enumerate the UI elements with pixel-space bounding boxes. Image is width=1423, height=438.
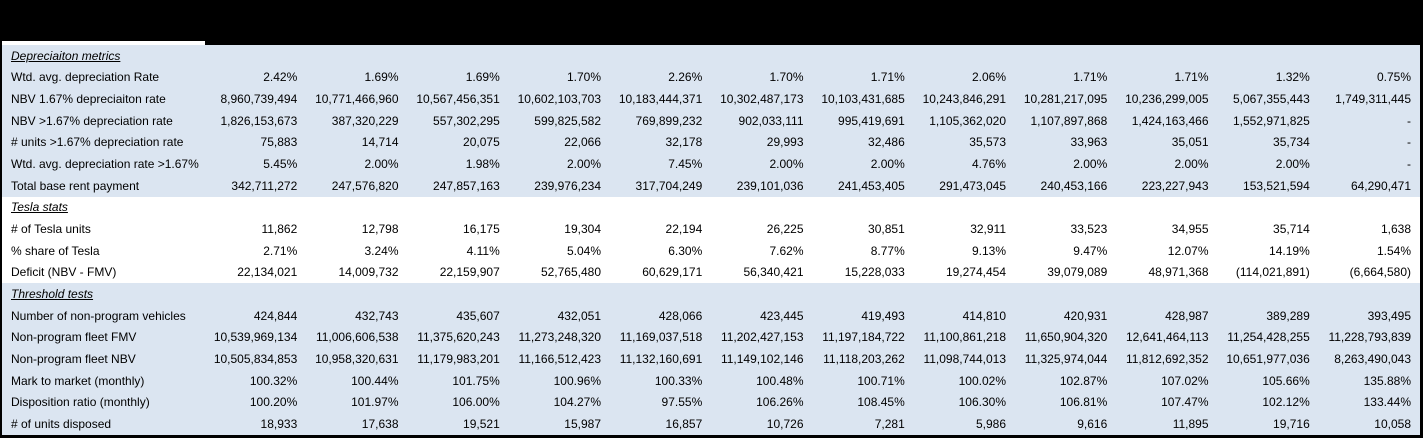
cell-value: 2.00% [566,157,601,172]
cell-value: 12,798 [361,222,399,237]
section-title: Tesla stats [11,200,68,215]
cell-value: 106.00% [452,395,500,410]
cell-value: 32,911 [970,222,1006,237]
cell-value: 2.00% [364,157,399,172]
cell-value: 5.45% [263,157,298,172]
cell-value: 1.71% [870,70,905,85]
row-label: # of Tesla units [11,222,91,237]
cell-value: 105.66% [1262,373,1310,388]
table-row [2,370,1420,392]
cell-value: 100.96% [553,373,601,388]
cell-value: 9.47% [1073,243,1108,258]
table-row [2,305,1420,327]
table-row [2,392,1420,414]
cell-value: 60,629,171 [642,265,703,280]
section-header-row [2,283,1420,305]
cell-value: 11,895 [1172,416,1209,431]
cell-value: 9,616 [1077,416,1108,431]
cell-value: 33,523 [1070,222,1108,237]
cell-value: 2.26% [668,70,703,85]
cell-value: 11,812,692,352 [1125,352,1209,367]
cell-value: 9.13% [971,243,1006,258]
cell-value: 106.26% [756,395,804,410]
section-title: Depreciaiton metrics [11,48,121,63]
cell-value: 100.48% [756,373,804,388]
cell-value: 35,714 [1273,222,1310,237]
cell-value: 11,166,512,423 [518,352,601,367]
cell-value: 22,066 [564,135,601,150]
cell-value: 101.97% [351,395,399,410]
cell-value: 48,971,368 [1148,265,1209,280]
table-row [2,413,1420,435]
cell-value: 5,067,355,443 [1233,92,1310,107]
cell-value: 35,051 [1171,135,1209,150]
cell-value: 387,320,229 [331,113,399,128]
cell-value: 100.71% [857,373,905,388]
cell-value: 19,521 [463,416,500,431]
cell-value: 10,726 [766,416,804,431]
cell-value: 5,986 [975,416,1006,431]
cell-value: 11,325,974,044 [1024,352,1108,367]
cell-value: 11,100,861,218 [923,330,1006,345]
table-row [2,67,1420,89]
cell-value: 1.32% [1275,70,1310,85]
cell-value: 247,576,820 [331,178,399,193]
cell-value: 14,714 [361,135,399,150]
cell-value: 100.32% [249,373,298,388]
cell-value: 107.02% [1161,373,1209,388]
section-header-row [2,45,1420,67]
cell-value: 4.11% [466,243,500,258]
cell-value: 11,098,744,013 [923,352,1006,367]
cell-value: 14,009,732 [338,265,399,280]
cell-value: 22,159,907 [439,265,500,280]
cell-value: 17,638 [361,416,399,431]
metrics-table [2,45,1420,435]
row-label: NBV 1.67% depreciaiton rate [11,92,166,107]
cell-value: 16,857 [665,416,703,431]
cell-value: 11,118,203,262 [823,352,905,367]
cell-value: 1.71% [1174,70,1209,85]
row-label: Deficit (NBV - FMV) [11,265,117,280]
cell-value: 39,079,089 [1047,265,1108,280]
cell-value: 1.98% [465,157,500,172]
cell-value: 11,149,102,146 [720,352,804,367]
cell-value: 104.27% [553,395,601,410]
cell-value: 15,228,033 [844,265,905,280]
section [2,45,1420,197]
cell-value: 10,281,217,095 [1023,92,1108,107]
cell-value: 1,826,153,673 [220,113,298,128]
cell-value: 223,227,943 [1141,178,1209,193]
cell-value: 11,862 [261,222,298,237]
row-label: # of units disposed [11,416,112,431]
table-row [2,348,1420,370]
cell-value: 8,960,739,494 [220,92,298,107]
cell-value: 5.04% [566,243,601,258]
cell-value: 11,650,904,320 [1024,330,1108,345]
cell-value: 1,638 [1380,222,1411,237]
cell-value: 18,933 [260,416,298,431]
cell-value: 4.76% [971,157,1006,172]
cell-value: 432,051 [557,308,601,323]
cell-value: 435,607 [456,308,500,323]
cell-value: 35,734 [1273,135,1310,150]
cell-value: 6.30% [668,243,703,258]
table-row [2,262,1420,284]
cell-value: 1.54% [1376,243,1411,258]
cell-value: 11,228,793,839 [1328,330,1411,345]
cell-value: 342,711,272 [231,178,298,193]
cell-value: 11,254,428,255 [1227,330,1310,345]
cell-value: 2.00% [870,157,905,172]
cell-value: 102.87% [1059,373,1108,388]
header-band [2,0,1420,45]
cell-value: 11,375,620,243 [417,330,500,345]
cell-value: 101.75% [452,373,500,388]
cell-value: 317,704,249 [635,178,703,193]
cell-value: 599,825,582 [534,113,601,128]
cell-value: 14.19% [1269,243,1310,258]
cell-value: 100.20% [249,395,298,410]
cell-value: 64,290,471 [1350,178,1411,193]
cell-value: 10,103,431,685 [821,92,905,107]
cell-value: 1,749,311,445 [1335,92,1411,107]
cell-value: 106.30% [958,395,1006,410]
cell-value: 22,194 [665,222,703,237]
cell-value: 108.45% [857,395,905,410]
cell-value: 247,857,163 [433,178,500,193]
cell-value: 12,641,464,113 [1125,330,1209,345]
cell-value: 11,006,606,538 [315,330,399,345]
cell-value: 35,573 [969,135,1006,150]
cell-value: 1.71% [1073,70,1108,85]
row-label: Wtd. avg. depreciation Rate [11,70,160,85]
cell-value: 419,493 [861,308,905,323]
cell-value: - [1407,135,1411,150]
cell-value: 19,716 [1273,416,1310,431]
cell-value: 2.42% [263,70,298,85]
cell-value: 52,765,480 [540,265,601,280]
cell-value: 3.24% [364,243,399,258]
cell-value: 0.75% [1376,70,1411,85]
cell-value: 241,453,405 [838,178,905,193]
cell-value: 22,134,021 [237,265,298,280]
cell-value: 32,178 [665,135,703,150]
cell-value: 10,243,846,291 [922,92,1006,107]
cell-value: 428,987 [1165,308,1209,323]
cell-value: 10,651,977,036 [1226,352,1310,367]
cell-value: 1.70% [769,70,804,85]
cell-value: (114,021,891) [1235,265,1310,280]
cell-value: 2.06% [971,70,1006,85]
table-row [2,132,1420,154]
table-row [2,240,1420,262]
cell-value: 56,340,421 [743,265,804,280]
cell-value: 10,505,834,853 [213,352,298,367]
cell-value: 10,602,103,703 [517,92,601,107]
cell-value: 11,179,983,201 [417,352,500,367]
cell-value: 420,931 [1063,308,1108,323]
cell-value: 902,033,111 [738,113,804,128]
section-title: Threshold tests [11,287,94,302]
row-label: # units >1.67% depreciation rate [11,135,184,150]
cell-value: 10,183,444,371 [618,92,703,107]
table-row [2,153,1420,175]
cell-value: - [1407,157,1411,172]
cell-value: 239,976,234 [534,178,601,193]
cell-value: 2.71% [263,243,298,258]
row-label: Mark to market (monthly) [11,373,145,388]
cell-value: 557,302,295 [433,113,500,128]
cell-value: 15,987 [564,416,601,431]
cell-value: 1,107,897,868 [1030,113,1108,128]
cell-value: 1,552,971,825 [1233,113,1310,128]
cell-value: 995,419,691 [838,113,905,128]
cell-value: 389,289 [1266,308,1310,323]
cell-value: 16,175 [463,222,500,237]
cell-value: 1.69% [364,70,399,85]
cell-value: 34,955 [1171,222,1209,237]
header-band-label-column-fill [2,0,205,41]
cell-value: 102.12% [1262,395,1310,410]
cell-value: 240,453,166 [1040,178,1108,193]
section [2,283,1420,435]
cell-value: 100.33% [654,373,703,388]
cell-value: 32,486 [868,135,905,150]
cell-value: 10,958,320,631 [315,352,399,367]
cell-value: 2.00% [1275,157,1310,172]
cell-value: - [1407,113,1411,128]
cell-value: 239,101,036 [736,178,804,193]
cell-value: 769,899,232 [635,113,703,128]
cell-value: 100.02% [958,373,1006,388]
cell-value: 10,567,456,351 [416,92,500,107]
table-row [2,327,1420,349]
cell-value: 153,521,594 [1243,178,1310,193]
cell-value: 97.55% [661,395,703,410]
cell-value: 12.07% [1167,243,1209,258]
cell-value: 29,993 [766,135,804,150]
row-label: Wtd. avg. depreciation rate >1.67% [11,157,199,172]
cell-value: 428,066 [658,308,703,323]
cell-value: 10,771,466,960 [315,92,399,107]
cell-value: 106.81% [1059,395,1108,410]
cell-value: (6,664,580) [1349,265,1411,280]
table-row [2,175,1420,197]
cell-value: 1,105,362,020 [929,113,1006,128]
cell-value: 10,236,299,005 [1125,92,1209,107]
cell-value: 2.00% [1073,157,1108,172]
cell-value: 19,274,454 [945,265,1006,280]
cell-value: 11,132,160,691 [619,352,703,367]
row-label: Disposition ratio (monthly) [11,395,150,410]
cell-value: 75,883 [260,135,298,150]
cell-value: 11,169,037,518 [619,330,703,345]
cell-value: 291,473,045 [939,178,1006,193]
row-label: Non-program fleet NBV [11,352,136,367]
cell-value: 107.47% [1161,395,1209,410]
row-label: Total base rent payment [11,178,140,193]
cell-value: 33,963 [1070,135,1108,150]
section-header-row [2,197,1420,219]
cell-value: 133.44% [1363,395,1411,410]
cell-value: 11,197,184,722 [822,330,905,345]
cell-value: 30,851 [868,222,905,237]
cell-value: 8.77% [870,243,905,258]
cell-value: 11,202,427,153 [720,330,804,345]
cell-value: 7.62% [769,243,804,258]
cell-value: 20,075 [463,135,500,150]
cell-value: 1,424,163,466 [1131,113,1209,128]
cell-value: 393,495 [1367,308,1411,323]
cell-value: 11,273,248,320 [518,330,601,345]
cell-value: 10,058 [1374,416,1411,431]
row-label: Number of non-program vehicles [11,308,186,323]
cell-value: 135.88% [1363,373,1411,388]
row-label: % share of Tesla [11,243,100,258]
cell-value: 100.44% [351,373,399,388]
cell-value: 10,539,969,134 [213,330,298,345]
cell-value: 10,302,487,173 [720,92,804,107]
header-band-data-columns-fill [205,0,1420,45]
cell-value: 7.45% [668,157,703,172]
cell-value: 7,281 [874,416,905,431]
row-label: Non-program fleet FMV [11,330,137,345]
table-row [2,110,1420,132]
cell-value: 414,810 [962,308,1006,323]
cell-value: 1.70% [566,70,601,85]
section [2,197,1420,284]
cell-value: 26,225 [766,222,804,237]
table-row [2,88,1420,110]
cell-value: 19,304 [564,222,601,237]
cell-value: 1.69% [465,70,500,85]
row-label: NBV >1.67% depreciation rate [11,113,173,128]
cell-value: 423,445 [760,308,804,323]
cell-value: 2.00% [769,157,804,172]
cell-value: 8,263,490,043 [1334,352,1411,367]
cell-value: 2.00% [1174,157,1209,172]
cell-value: 424,844 [253,308,298,323]
cell-value: 432,743 [355,308,399,323]
table-row [2,218,1420,240]
